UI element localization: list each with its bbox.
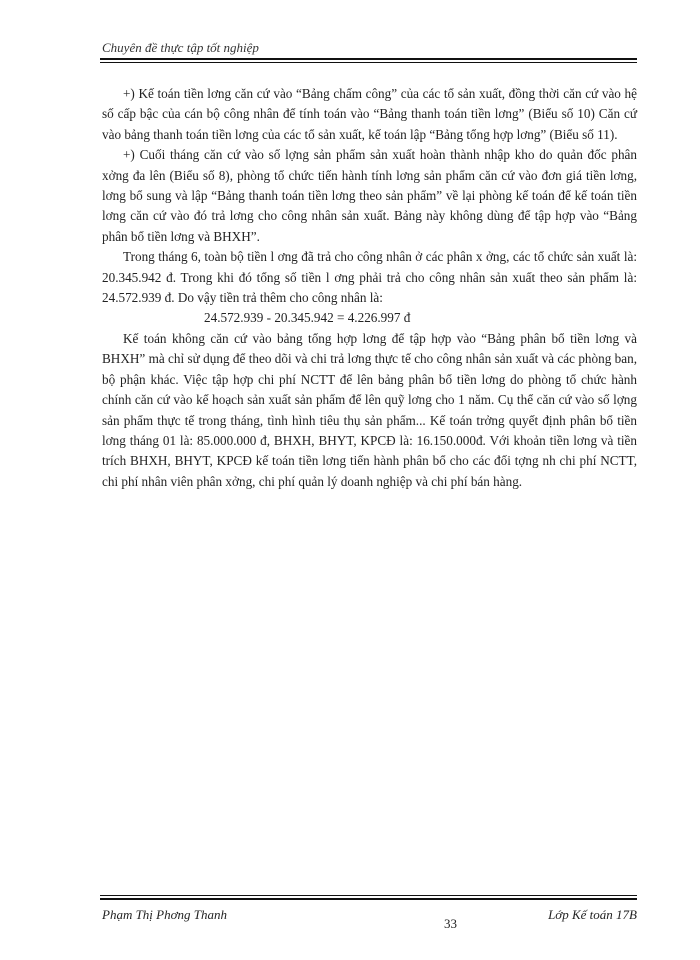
- paragraph-salary-accounting: +) Kế toán tiền lơng căn cứ vào “Bảng chấm công” của các tổ sản xuất, đồng thời căn cứ vào hệ số cấp bậc của cán bộ công nhân để tính toán vào “Bảng thanh toán tiền lơng” (Biểu số 10) Căn cứ vào bảng thanh toán tiền lơng của các tổ sản xuất, kế toán lập “Bảng tổng hợp lơng” (Biểu số 11).: [102, 86, 637, 142]
- footer-class-label: Lớp Kế toán 17B: [548, 907, 637, 922]
- paragraph-allocation: Kế toán không căn cứ vào bảng tổng hợp lơng để tập hợp vào “Bảng phân bổ tiền lơng và BHXH” mà chỉ sử dụng để theo dõi và chi trả lơng thực tế cho công nhân sản xuất và các phòng ban, bộ phận khác. Việc tập hợp chi phí NCTT để lên bảng phân bổ tiền lơng do phòng tổ chức hành chính căn cứ vào kế hoạch sản xuất sản phẩm để lên quỹ lơng cho 1 năm. Cụ thể căn cứ vào số lợng sản phẩm thực tế trong tháng, tình hình tiêu thụ sản phẩm... Kế toán trởng quyết định phân bổ tiền lơng tháng 01 là: 85.000.000 đ, BHXH, BHYT, KPCĐ là: 16.150.000đ. Với khoản tiền lơng và tiền trích BHXH, BHYT, KPCĐ kế toán tiền lơng tiến hành phân bổ cho các đối tợng nh chi phí NCTT, chi phí nhân viên phân xởng, chi phí quản lý doanh nghiệp và chi phí bán hàng.: [102, 330, 637, 489]
- footer-author: Phạm Thị Phơng Thanh: [102, 907, 228, 922]
- footer-rule-thick: [100, 898, 637, 900]
- header-rule-thin: [100, 62, 637, 63]
- page-number: 33: [444, 916, 457, 931]
- paragraph-month-end-output: +) Cuối tháng căn cứ vào số lợng sản phẩm sản xuất hoàn thành nhập kho do quản đốc phân xởng đa lên (Biểu số 8), phòng tổ chức tiến hành tính lơng sản phẩm căn cứ vào đơn giá tiền lơng, lơng bổ sung và lập “Bảng thanh toán tiền lơng theo sản phẩm” về lại phòng kế toán để kế toán tiền lơng căn cứ vào đó trả lơng cho công nhân sản xuất. Bảng này không dùng để tập hợp vào “Bảng phân bổ tiền lơng và BHXH”.: [102, 147, 637, 244]
- document-body: [102, 84, 637, 492]
- page-header-title: Chuyên đề thực tập tốt nghiệp: [102, 40, 259, 55]
- equation-extra-payment: 24.572.939 - 20.345.942 = 4.226.997 đ: [204, 310, 411, 326]
- footer-rule-thin: [100, 895, 637, 896]
- header-rule-thick: [100, 58, 637, 60]
- paragraph-june-payment: Trong tháng 6, toàn bộ tiền l ơng đã trả cho công nhân ở các phân x ởng, các tổ chức sản xuất là: 20.345.942 đ. Trong khi đó tổng số tiền l ơng phải trả cho công nhân sản xuất theo sản phẩm là: 24.572.939 đ. Do vậy tiền trả thêm cho công nhân là:: [102, 249, 637, 306]
